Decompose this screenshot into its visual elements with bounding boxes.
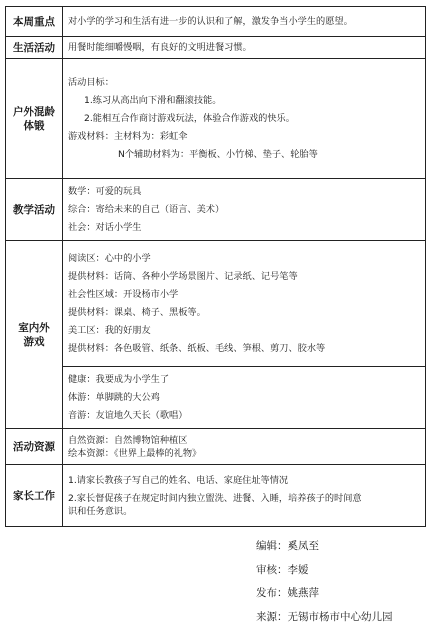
row-outdoor [6,59,426,179]
reviewer-credit: 审核：李嫒 [256,559,393,583]
life-line: 用餐时能细嚼慢咽，有良好的文明进餐习惯。 [68,41,420,54]
outdoor-line: 2.能相互合作商讨游戏玩法，体验合作游戏的快乐。 [68,112,420,125]
life-label: 生活活动 [6,37,63,59]
teaching-content [63,179,426,241]
teaching-line: 社会：对话小学生 [68,221,420,234]
resources-line: 绘本资源：《世界上最棒的礼物》 [68,447,420,460]
focus-label: 本周重点 [6,7,63,37]
source-credit: 来源：无锡市杨市中心幼儿园 [256,606,393,629]
parents-line: 识和任务意识。 [68,505,420,518]
row-areas-games [6,367,426,429]
row-parents [6,465,426,527]
indoor-line: 提供材料：课桌、椅子、黑板等。 [68,306,420,319]
indoor-line: 美工区：我的好朋友 [68,324,420,337]
row-focus [6,7,426,37]
outdoor-label [6,59,63,179]
life-text [63,37,426,59]
publisher-credit: 发布：姚燕萍 [256,582,393,606]
outdoor-label-line-1: 户外混龄 [6,105,62,119]
areas-games-content [63,367,426,429]
areas-label-line-2: 游戏 [6,335,62,349]
parents-content [63,465,426,527]
focus-text [63,7,426,37]
outdoor-line: 活动目标： [68,76,420,89]
areas-indoor-content [63,241,426,367]
outdoor-line: 1.练习从高出向下滑和翻滚技能。 [68,94,420,107]
outdoor-content [63,59,426,179]
indoor-line: 提供材料：话筒、各种小学场景图片、记录纸、记号笔等 [68,270,420,283]
row-teaching [6,179,426,241]
areas-label [6,241,63,429]
resources-label: 活动资源 [6,429,63,465]
parents-line: 2.家长督促孩子在规定时间内独立盥洗、进餐、入睡，培养孩子的时间意 [68,492,420,505]
parents-label: 家长工作 [6,465,63,527]
games-line: 体游：单脚跳的大公鸡 [68,391,420,404]
focus-line: 对小学的学习和生活有进一步的认识和了解，激发争当小学生的愿望。 [68,15,420,28]
teaching-line: 数学：可爱的玩具 [68,185,420,198]
games-line: 健康：我要成为小学生了 [68,373,420,386]
outdoor-line: N个辅助材料为：平衡板、小竹梯、垫子、轮胎等 [68,148,420,161]
indoor-line: 提供材料：各色吸管、纸条、纸板、毛线、笋根、剪刀、胶水等 [68,342,420,355]
parents-line: 1.请家长教孩子写自己的姓名、电话、家庭住址等情况 [68,474,420,487]
outdoor-label-line-2: 体锻 [6,119,62,133]
teaching-label: 教学活动 [6,179,63,241]
weekly-plan-table [5,6,426,527]
games-line: 音游：友谊地久天长（歌唱） [68,409,420,422]
areas-label-line-1: 室内外 [6,321,62,335]
teaching-line: 综合：寄给未来的自己（语言、美术） [68,203,420,216]
row-life [6,37,426,59]
credits-block [256,535,393,629]
outdoor-line: 游戏材料：主材料为：彩虹伞 [68,130,420,143]
resources-line: 自然资源：自然博物馆种植区 [68,434,420,447]
editor-credit: 编辑：奚凤至 [256,535,393,559]
row-areas-indoor [6,241,426,367]
indoor-line: 社会性区域：开设杨市小学 [68,288,420,301]
indoor-line: 阅读区：心中的小学 [68,252,420,265]
row-resources [6,429,426,465]
resources-content [63,429,426,465]
